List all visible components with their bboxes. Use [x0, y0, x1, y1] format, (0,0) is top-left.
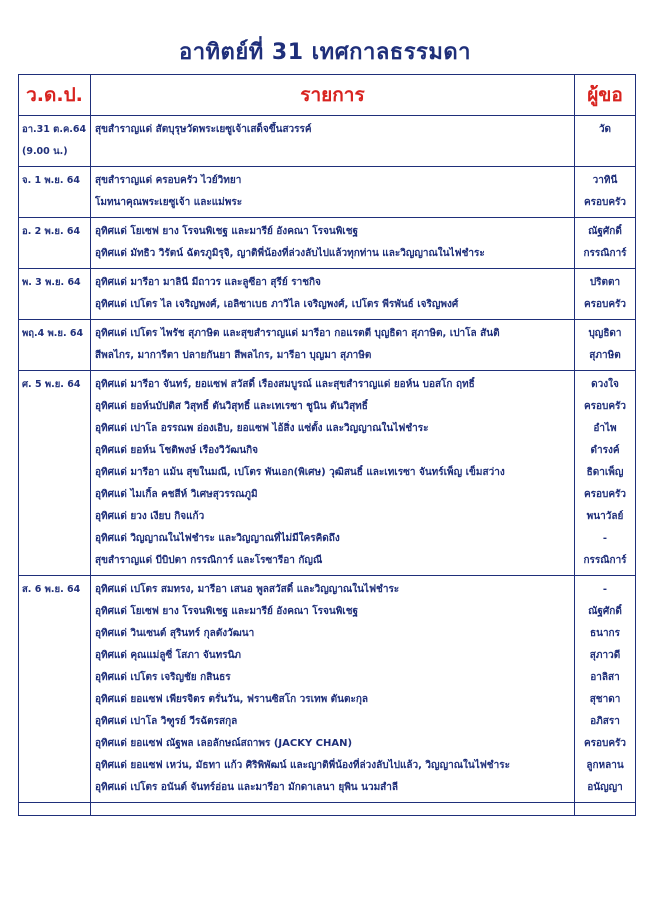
requester-cell-line: สุชาดา — [589, 694, 621, 705]
requester-cell-line: ลูกหลาน — [586, 760, 624, 771]
date-cell — [19, 320, 91, 371]
items-cell-line: อุทิศแด่ ยอแซฟ เพียรจิตร ตรั่นวัน, ฟรานซิสโก วรเทพ ตันตะกุล — [95, 694, 369, 705]
requester-cell-line: ณัฐศักดิ์ — [588, 226, 622, 237]
requester-cell — [575, 269, 636, 320]
requester-cell-line: ดำรงค์ — [590, 445, 620, 456]
items-cell-line: อุทิศแด่ มัทธิว วิรัตน์ ฉัตรภูมิรุจิ, ญาติพี่น้องที่ล่วงลับไปแล้วทุกท่าน และวิญญาณในไฟชำระ — [95, 248, 485, 259]
items-cell-line: อุทิศแด่ คุณแม่ลูซี่ โสภา จันทรนิภ — [95, 650, 242, 661]
date-cell-line: อา.31 ต.ค.64 — [22, 124, 87, 135]
items-cell-line: อุทิศแด่ ยวง เงียบ กิจแก้ว — [95, 511, 205, 522]
requester-cell-line: วาทินี — [592, 175, 618, 186]
date-cell — [19, 218, 91, 269]
requester-cell-line: สุภาษิต — [589, 350, 621, 361]
requester-cell-line: สุภาวดี — [589, 650, 621, 661]
items-cell-line: อุทิศแด่ มารีอา มาลินี มีถาวร และลูซีอา สุรีย์ ราชกิจ — [95, 277, 321, 288]
table-row — [19, 269, 636, 320]
requester-cell-line: อนัญญา — [587, 782, 623, 793]
items-cell-line: สุขสำราญแด่ สัตบุรุษวัดพระเยซูเจ้าเสด็จขึ้นสวรรค์ — [95, 124, 312, 135]
items-cell-line: อุทิศแด่ เปโตร ไพรัช สุภาษิต และสุขสำราญแด่ มารีอา กอแรตตี บุญธิดา สุภาษิต, เปาโล สันติ — [95, 328, 500, 339]
requester-cell-line: ปริตตา — [589, 277, 621, 288]
table-row — [19, 218, 636, 269]
requester-cell — [575, 576, 636, 803]
items-cell-line: อุทิศแด่ ยอห์น โชติพงษ์ เรืองวิวัฒนกิจ — [95, 445, 259, 456]
blank-cell — [575, 803, 636, 816]
items-cell-line: อุทิศแด่ มารีอา แม้น สุขในมณี, เปโตร พันเอก(พิเศษ) วุฒิสนธิ์ และเทเรซา จันทร์เพ็ญ เข็มสว่าง — [95, 467, 505, 478]
items-cell — [91, 576, 575, 803]
requester-cell-line: - — [602, 584, 608, 595]
date-cell-line: พฤ.4 พ.ย. 64 — [22, 328, 84, 339]
table-row — [19, 167, 636, 218]
date-cell-line: ส. 6 พ.ย. 64 — [22, 584, 81, 595]
date-cell — [19, 269, 91, 320]
items-cell-line: อุทิศแด่ วิญญาณในไฟชำระ และวิญญาณที่ไม่มีใครคิดถึง — [95, 533, 340, 544]
requester-cell — [575, 167, 636, 218]
date-cell-line: ศ. 5 พ.ย. 64 — [22, 379, 81, 390]
items-cell-line: อุทิศแด่ เปโตร สมทรง, มารีอา เสนอ พูลสวัสดิ์ และวิญญาณในไฟชำระ — [95, 584, 400, 595]
table-row-blank — [19, 803, 636, 816]
table-row — [19, 320, 636, 371]
header-requester: ผู้ขอ — [575, 75, 636, 116]
requester-cell-line: ครอบครัว — [583, 299, 627, 310]
items-cell-line: อุทิศแด่ วินเซนต์ สุรินทร์ กุลตังวัฒนา — [95, 628, 255, 639]
mass-intentions-table — [18, 74, 636, 816]
requester-cell-line: กรรณิการ์ — [583, 555, 627, 566]
items-cell-line: อุทิศแด่ เปโตร ไล เจริญพงศ์, เอลิซาเบธ ภาวิไล เจริญพงศ์, เปโตร พีรพันธ์ เจริญพงศ์ — [95, 299, 459, 310]
date-cell-line: อ. 2 พ.ย. 64 — [22, 226, 81, 237]
requester-cell — [575, 320, 636, 371]
date-cell — [19, 167, 91, 218]
items-cell-line: อุทิศแด่ ยอแซฟ ณัฐพล เลอลักษณ์สถาพร (JACKY CHAN) — [95, 738, 353, 749]
items-cell-line: อุทิศแด่ โยเซฟ ยาง โรจนพิเชฐ และมารีย์ อังคณา โรจนพิเชฐ — [95, 606, 359, 617]
items-cell — [91, 320, 575, 371]
requester-cell — [575, 371, 636, 576]
items-cell-line: อุทิศแด่ เปาโล อรรณพ อ่องเอิบ, ยอแซฟ ไอ้สิ่ง แซ่ตั้ง และวิญญาณในไฟชำระ — [95, 423, 429, 434]
items-cell-line: อุทิศแด่ มารีอา จันทร์, ยอแซฟ สวัสดิ์ เรืองสมบูรณ์ และสุขสำราญแด่ ยอห์น บอสโก ฤทธิ์ — [95, 379, 475, 390]
items-cell — [91, 218, 575, 269]
items-cell-line: อุทิศแด่ เปโตร อนันต์ จันทร์อ่อน และมารีอา มักดาเลนา ยุพิน นวมสำลี — [95, 782, 399, 793]
requester-cell — [575, 116, 636, 167]
items-cell-line: โมทนาคุณพระเยซูเจ้า และแม่พระ — [95, 197, 243, 208]
date-cell — [19, 576, 91, 803]
blank-cell — [91, 803, 575, 816]
items-cell-line: อุทิศแด่ ไมเกิ้ล คชสีห์ วิเศษสุวรรณภูมิ — [95, 489, 258, 500]
requester-cell-line: วัด — [598, 124, 612, 135]
items-cell-line: อุทิศแด่ ยอแซฟ เหว่น, มัธทา แก้ว ศิริพิพัฒน์ และญาติพี่น้องที่ล่วงลับไปแล้ว, วิญญาณในไฟชำระ — [95, 760, 510, 771]
requester-cell-line: ธิดาเพ็ญ — [586, 467, 624, 478]
table-header-row — [19, 75, 636, 116]
items-cell-line: สุขสำราญแด่ บีบิปตา กรรณิการ์ และโรซารีอา กัญณี — [95, 555, 323, 566]
table-row — [19, 371, 636, 576]
requester-cell-line: ดวงใจ — [591, 379, 619, 390]
items-cell — [91, 371, 575, 576]
date-cell — [19, 371, 91, 576]
requester-cell-line: ครอบครัว — [583, 197, 627, 208]
requester-cell-line: พนาวัลย์ — [586, 511, 624, 522]
header-date: ว.ด.ป. — [19, 75, 91, 116]
header-items: รายการ — [91, 75, 575, 116]
items-cell-line: อุทิศแด่ ยอห์นบัปติส วิสุทธิ์ ตันวิสุทธิ์ และเทเรซา ชูนิน ตันวิสุทธิ์ — [95, 401, 368, 412]
items-cell-line: อุทิศแด่ เปโตร เจริญชัย กสินธร — [95, 672, 231, 683]
requester-cell — [575, 218, 636, 269]
date-cell-line: (9.00 น.) — [22, 146, 68, 157]
table-row — [19, 576, 636, 803]
requester-cell-line: อภิสรา — [590, 716, 620, 727]
requester-cell-line: ณัฐศักดิ์ — [588, 606, 622, 617]
date-cell — [19, 116, 91, 167]
items-cell-line: สุขสำราญแด่ ครอบครัว ไวย์วิทยา — [95, 175, 242, 186]
requester-cell-line: บุญธิดา — [588, 328, 622, 339]
items-cell — [91, 116, 575, 167]
date-cell-line: จ. 1 พ.ย. 64 — [22, 175, 80, 186]
blank-cell — [19, 803, 91, 816]
requester-cell-line: อำไพ — [593, 423, 617, 434]
items-cell-line: อุทิศแด่ โยเซฟ ยาง โรจนพิเชฐ และมารีย์ อังคณา โรจนพิเชฐ — [95, 226, 359, 237]
requester-cell-line: ครอบครัว — [583, 489, 627, 500]
table-row — [19, 116, 636, 167]
requester-cell-line: กรรณิการ์ — [583, 248, 627, 259]
requester-cell-line: ครอบครัว — [583, 738, 627, 749]
date-cell-line: พ. 3 พ.ย. 64 — [22, 277, 81, 288]
items-cell-line: สีพลไกร, มาการีตา ปลายกันยา สีพลไกร, มารีอา บุญมา สุภาษิต — [95, 350, 372, 361]
items-cell — [91, 167, 575, 218]
page-title: อาทิตย์ที่ 31 เทศกาลธรรมดา — [178, 40, 472, 65]
requester-cell-line: อาลิสา — [590, 672, 620, 683]
items-cell — [91, 269, 575, 320]
requester-cell-line: ธนากร — [590, 628, 620, 639]
requester-cell-line: ครอบครัว — [583, 401, 627, 412]
table-body — [19, 116, 636, 816]
requester-cell-line: - — [602, 533, 608, 544]
items-cell-line: อุทิศแด่ เปาโล วิฑูรย์ วีรฉัตรสกุล — [95, 716, 238, 727]
